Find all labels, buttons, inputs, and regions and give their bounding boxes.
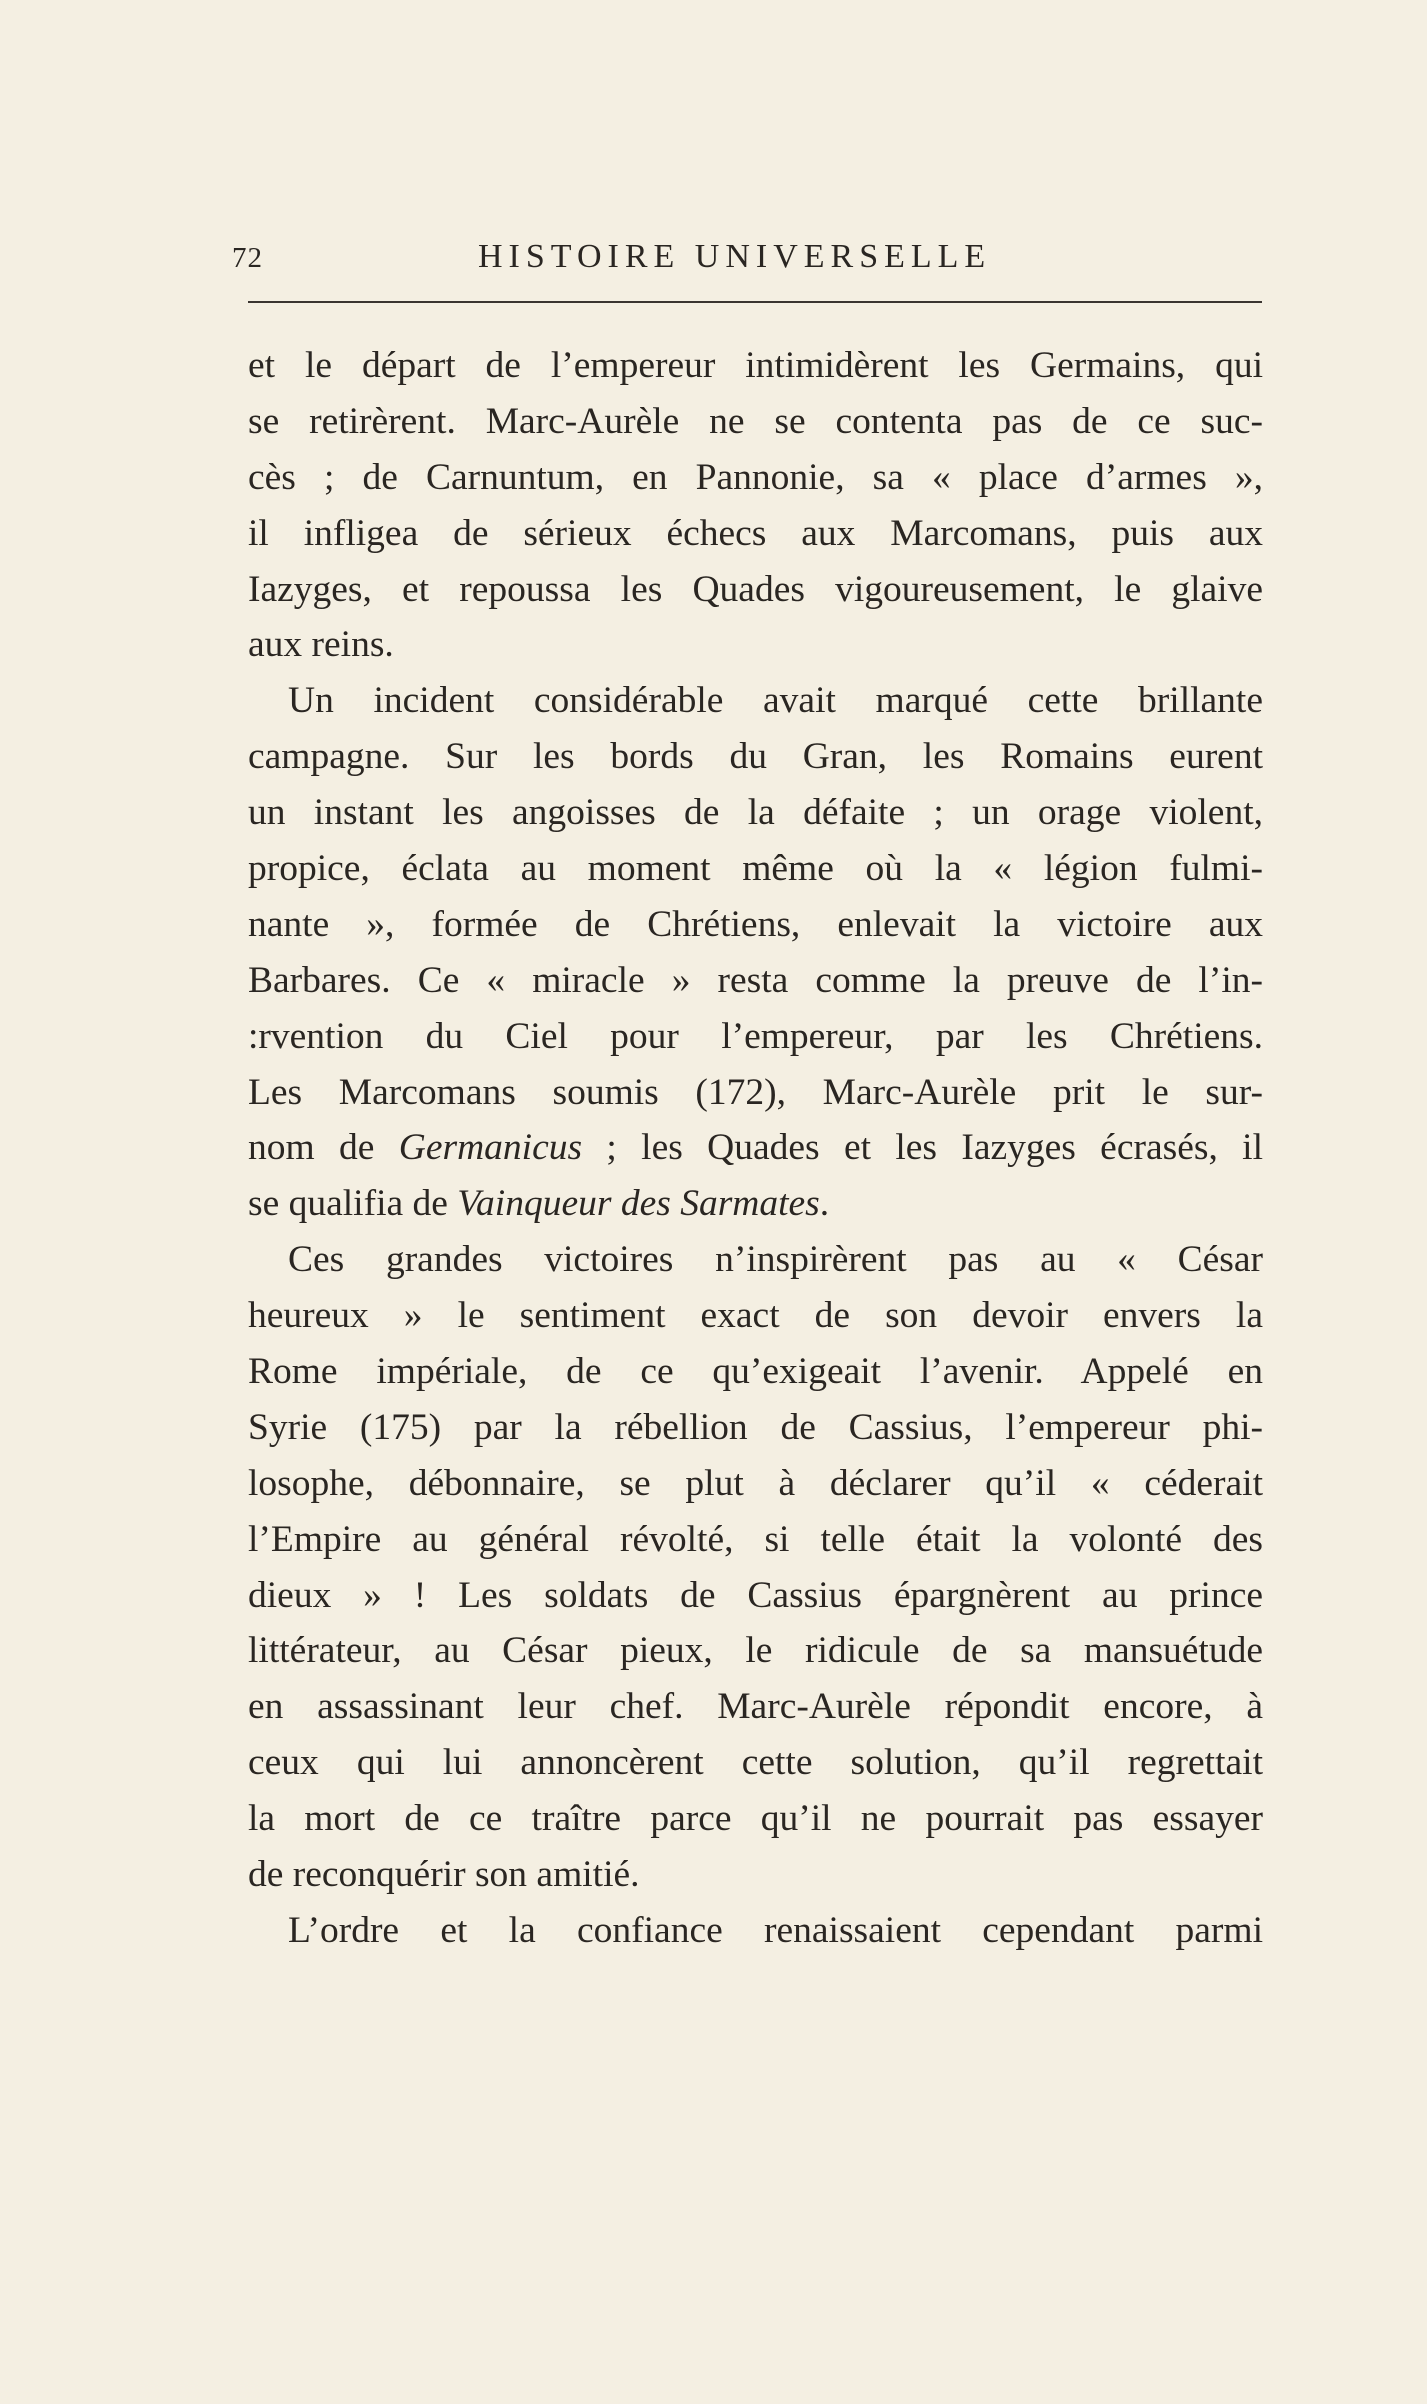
- text-line: campagne. Sur les bords du Gran, les Romains eurent: [248, 736, 1263, 778]
- text-line: Les Marcomans soumis (172), Marc-Aurèle prit le sur-: [248, 1071, 1263, 1113]
- text-line: cès ; de Carnuntum, en Pannonie, sa « place d’armes »,: [248, 456, 1263, 498]
- text-line: [248, 1120, 1263, 1176]
- page-number: 72: [232, 242, 263, 274]
- text-line: [248, 1176, 1263, 1232]
- text-line: se retirèrent. Marc-Aurèle ne se contenta pas de ce suc-: [248, 400, 1263, 442]
- text-line: de reconquérir son amitié.: [248, 1854, 640, 1896]
- text-line: un instant les angoisses de la défaite ; un orage violent,: [248, 792, 1263, 834]
- text-line: L’ordre et la confiance renaissaient cependant parmi: [288, 1909, 1263, 1951]
- text-line: et le départ de l’empereur intimidèrent les Germains, qui: [248, 345, 1263, 386]
- header-rule: [248, 301, 1262, 303]
- text-line: aux reins.: [248, 624, 394, 666]
- text-line: dieux » ! Les soldats de Cassius épargnèrent au prince: [248, 1574, 1263, 1616]
- text-line: heureux » le sentiment exact de son devoir envers la: [248, 1295, 1263, 1337]
- text-line: Iazyges, et repoussa les Quades vigoureusement, le glaive: [248, 568, 1263, 610]
- running-title: HISTOIRE UNIVERSELLE: [478, 238, 992, 275]
- text-line: Barbares. Ce « miracle » resta comme la preuve de l’in-: [248, 959, 1263, 1001]
- text-line: Un incident considérable avait marqué cette brillante: [288, 680, 1263, 722]
- text-line: ceux qui lui annoncèrent cette solution, qu’il regrettait: [248, 1742, 1263, 1784]
- text-line: la mort de ce traître parce qu’il ne pourrait pas essayer: [248, 1798, 1263, 1840]
- text-line: losophe, débonnaire, se plut à déclarer qu’il « céderait: [248, 1462, 1263, 1504]
- text-line: nante », formée de Chrétiens, enlevait la victoire aux: [248, 903, 1263, 945]
- text-run: .: [819, 1183, 830, 1225]
- text-line: littérateur, au César pieux, le ridicule de sa mansuétude: [248, 1630, 1263, 1672]
- text-line: en assassinant leur chef. Marc-Aurèle répondit encore, à: [248, 1686, 1263, 1728]
- text-line: Syrie (175) par la rébellion de Cassius, l’empereur phi-: [248, 1406, 1263, 1448]
- text-line: :rvention du Ciel pour l’empereur, par les Chrétiens.: [248, 1015, 1263, 1057]
- page-header: [230, 228, 1270, 288]
- text-line: il infligea de sérieux échecs aux Marcomans, puis aux: [248, 512, 1263, 554]
- text-line: Rome impériale, de ce qu’exigeait l’avenir. Appelé en: [248, 1351, 1263, 1393]
- text-line: Ces grandes victoires n’inspirèrent pas au « César: [288, 1239, 1263, 1281]
- text-run: se qualifia de: [248, 1183, 458, 1225]
- italic-text: Germanicus: [398, 1127, 583, 1169]
- italic-text: Vainqueur des Sarmates: [457, 1183, 820, 1225]
- body-text: [248, 338, 1263, 1959]
- text-line: l’Empire au général révolté, si telle était la volonté des: [248, 1518, 1263, 1560]
- text-run: nom de: [248, 1127, 399, 1169]
- text-run: ; les Quades et les Iazyges écrasés, il: [582, 1127, 1263, 1169]
- text-line: propice, éclata au moment même où la « légion fulmi-: [248, 848, 1263, 890]
